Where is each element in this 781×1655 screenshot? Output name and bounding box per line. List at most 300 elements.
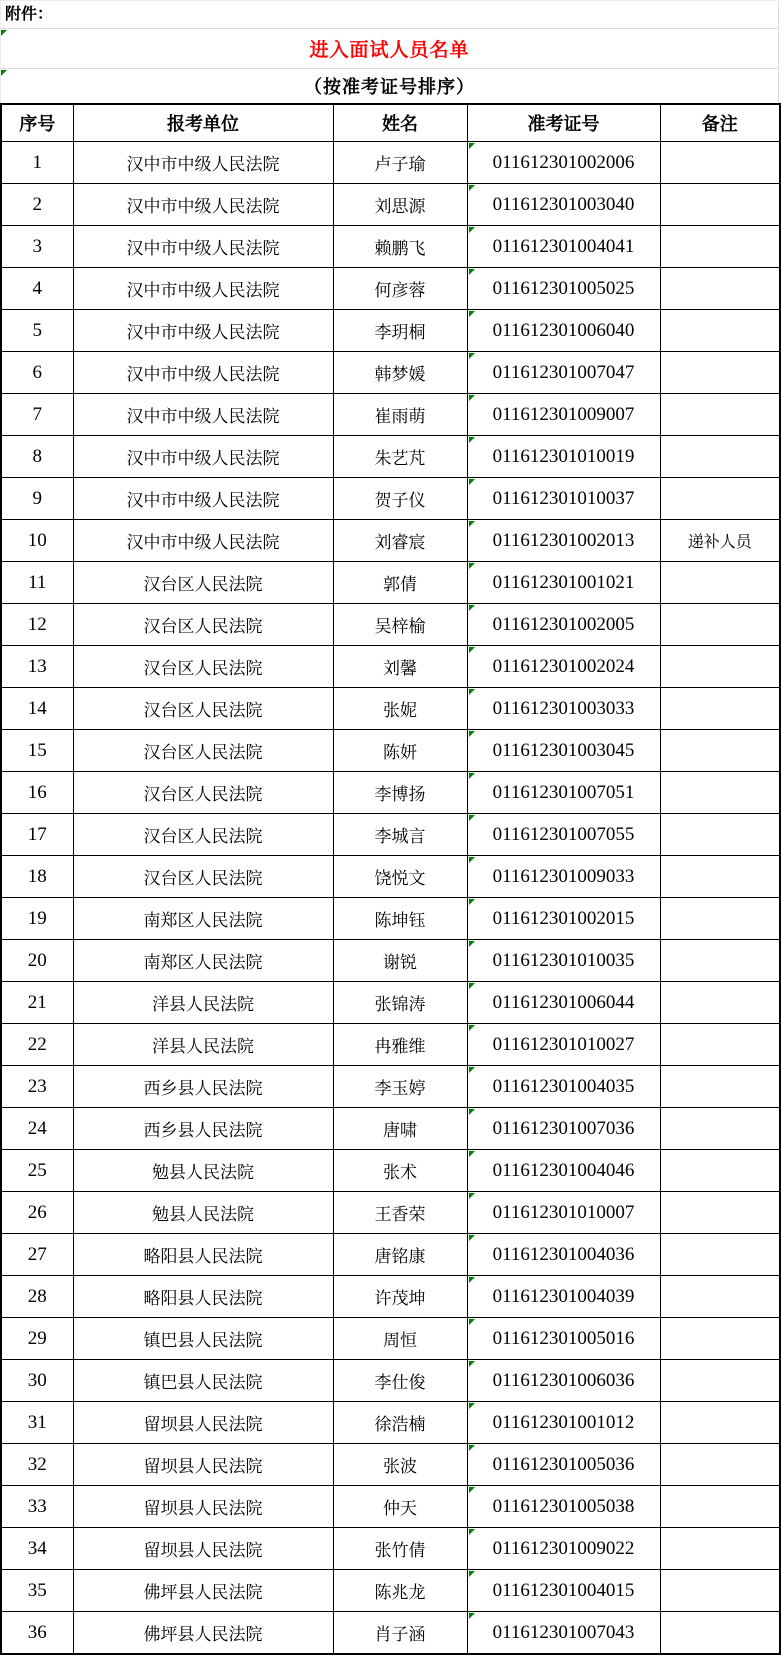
number-as-text-flag-icon	[469, 1025, 475, 1031]
ticket-number: 011612301010037	[492, 487, 635, 509]
unit-cell: 留坝县人民法院	[73, 1486, 333, 1528]
note-cell	[660, 646, 780, 688]
number-as-text-flag-icon	[469, 395, 475, 401]
ticket-cell	[467, 1318, 660, 1360]
table-row	[1, 1192, 780, 1234]
note-cell	[660, 478, 780, 520]
table-row	[1, 940, 780, 982]
serial-cell: 6	[1, 352, 73, 394]
serial-cell: 28	[1, 1276, 73, 1318]
table-row	[1, 436, 780, 478]
table-row	[1, 1612, 780, 1655]
number-as-text-flag-icon	[469, 1403, 475, 1409]
table-row	[1, 898, 780, 940]
name-cell: 张妮	[333, 688, 467, 730]
ticket-number: 011612301009022	[492, 1537, 635, 1559]
serial-cell: 27	[1, 1234, 73, 1276]
note-cell	[660, 688, 780, 730]
note-cell	[660, 1150, 780, 1192]
ticket-cell	[467, 1360, 660, 1402]
number-as-text-flag-icon	[469, 605, 475, 611]
unit-cell: 镇巴县人民法院	[73, 1360, 333, 1402]
document-header	[0, 0, 779, 103]
number-as-text-flag-icon	[469, 353, 475, 359]
number-as-text-flag-icon	[469, 815, 475, 821]
document-title: 进入面试人员名单	[309, 40, 470, 61]
name-cell: 唐啸	[333, 1108, 467, 1150]
ticket-number: 011612301007051	[492, 781, 635, 803]
table-row	[1, 982, 780, 1024]
table-row	[1, 1318, 780, 1360]
unit-cell: 留坝县人民法院	[73, 1402, 333, 1444]
number-as-text-flag-icon	[469, 1529, 475, 1535]
subtitle-row	[0, 69, 779, 103]
name-cell: 张竹倩	[333, 1528, 467, 1570]
table-row	[1, 1024, 780, 1066]
unit-cell: 汉台区人民法院	[73, 646, 333, 688]
table-row	[1, 604, 780, 646]
ticket-number: 011612301003045	[492, 739, 635, 761]
unit-cell: 勉县人民法院	[73, 1192, 333, 1234]
ticket-number: 011612301006040	[492, 319, 635, 341]
serial-cell: 23	[1, 1066, 73, 1108]
note-cell	[660, 982, 780, 1024]
ticket-cell	[467, 1066, 660, 1108]
table-row	[1, 772, 780, 814]
serial-cell: 26	[1, 1192, 73, 1234]
serial-cell: 35	[1, 1570, 73, 1612]
number-as-text-flag-icon	[469, 1109, 475, 1115]
ticket-number: 011612301005038	[492, 1495, 635, 1517]
ticket-number: 011612301002013	[492, 529, 635, 551]
table-row	[1, 856, 780, 898]
ticket-cell	[467, 604, 660, 646]
note-cell	[660, 1108, 780, 1150]
ticket-number: 011612301003040	[492, 193, 635, 215]
unit-cell: 略阳县人民法院	[73, 1234, 333, 1276]
ticket-number: 011612301004035	[492, 1075, 635, 1097]
note-cell	[660, 1234, 780, 1276]
unit-cell: 留坝县人民法院	[73, 1528, 333, 1570]
table-row	[1, 562, 780, 604]
cell-comment-flag-icon	[1, 30, 7, 36]
column-header-name: 姓名	[333, 104, 467, 142]
ticket-cell	[467, 1570, 660, 1612]
table-row	[1, 142, 780, 184]
serial-cell: 1	[1, 142, 73, 184]
name-cell: 韩梦媛	[333, 352, 467, 394]
ticket-number: 011612301002024	[492, 655, 635, 677]
name-cell: 谢锐	[333, 940, 467, 982]
table-row	[1, 1444, 780, 1486]
note-cell	[660, 1528, 780, 1570]
serial-cell: 14	[1, 688, 73, 730]
number-as-text-flag-icon	[469, 269, 475, 275]
number-as-text-flag-icon	[469, 1235, 475, 1241]
serial-cell: 22	[1, 1024, 73, 1066]
ticket-number: 011612301010035	[492, 949, 635, 971]
ticket-cell	[467, 226, 660, 268]
unit-cell: 佛坪县人民法院	[73, 1612, 333, 1655]
ticket-cell	[467, 1024, 660, 1066]
serial-cell: 20	[1, 940, 73, 982]
note-cell	[660, 394, 780, 436]
ticket-number: 011612301007047	[492, 361, 635, 383]
note-cell	[660, 1276, 780, 1318]
name-cell: 卢子瑜	[333, 142, 467, 184]
number-as-text-flag-icon	[469, 1445, 475, 1451]
name-cell: 郭倩	[333, 562, 467, 604]
ticket-cell	[467, 856, 660, 898]
ticket-cell	[467, 352, 660, 394]
name-cell: 饶悦文	[333, 856, 467, 898]
unit-cell: 洋县人民法院	[73, 982, 333, 1024]
ticket-number: 011612301010019	[492, 445, 635, 467]
note-cell	[660, 1612, 780, 1655]
unit-cell: 汉台区人民法院	[73, 772, 333, 814]
number-as-text-flag-icon	[469, 1571, 475, 1577]
number-as-text-flag-icon	[469, 1361, 475, 1367]
unit-cell: 洋县人民法院	[73, 1024, 333, 1066]
ticket-number: 011612301005025	[492, 277, 635, 299]
ticket-cell	[467, 310, 660, 352]
ticket-cell	[467, 1192, 660, 1234]
unit-cell: 汉中市中级人民法院	[73, 352, 333, 394]
ticket-number: 011612301004036	[492, 1243, 635, 1265]
serial-cell: 33	[1, 1486, 73, 1528]
serial-cell: 9	[1, 478, 73, 520]
note-cell	[660, 1570, 780, 1612]
table-row	[1, 1108, 780, 1150]
table-row	[1, 646, 780, 688]
number-as-text-flag-icon	[469, 311, 475, 317]
serial-cell: 34	[1, 1528, 73, 1570]
number-as-text-flag-icon	[469, 521, 475, 527]
note-cell	[660, 226, 780, 268]
name-cell: 肖子涵	[333, 1612, 467, 1655]
unit-cell: 汉中市中级人民法院	[73, 142, 333, 184]
note-cell	[660, 184, 780, 226]
name-cell: 李城言	[333, 814, 467, 856]
ticket-number: 011612301002005	[492, 613, 635, 635]
unit-cell: 西乡县人民法院	[73, 1108, 333, 1150]
number-as-text-flag-icon	[469, 731, 475, 737]
serial-cell: 12	[1, 604, 73, 646]
name-cell: 李仕俊	[333, 1360, 467, 1402]
table-row	[1, 268, 780, 310]
ticket-cell	[467, 142, 660, 184]
unit-cell: 镇巴县人民法院	[73, 1318, 333, 1360]
ticket-cell	[467, 1108, 660, 1150]
number-as-text-flag-icon	[469, 437, 475, 443]
number-as-text-flag-icon	[469, 689, 475, 695]
unit-cell: 汉台区人民法院	[73, 688, 333, 730]
name-cell: 王香荣	[333, 1192, 467, 1234]
ticket-cell	[467, 646, 660, 688]
serial-cell: 25	[1, 1150, 73, 1192]
serial-cell: 17	[1, 814, 73, 856]
note-cell	[660, 1486, 780, 1528]
note-cell	[660, 352, 780, 394]
unit-cell: 汉台区人民法院	[73, 730, 333, 772]
table-row	[1, 310, 780, 352]
note-cell	[660, 730, 780, 772]
name-cell: 陈坤钰	[333, 898, 467, 940]
serial-cell: 4	[1, 268, 73, 310]
ticket-cell	[467, 898, 660, 940]
attachment-label: 附件：	[0, 1, 779, 29]
ticket-number: 011612301009007	[492, 403, 635, 425]
column-header-ticket: 准考证号	[467, 104, 660, 142]
serial-cell: 24	[1, 1108, 73, 1150]
serial-cell: 18	[1, 856, 73, 898]
name-cell: 李博扬	[333, 772, 467, 814]
table-row	[1, 1276, 780, 1318]
serial-cell: 16	[1, 772, 73, 814]
number-as-text-flag-icon	[469, 1277, 475, 1283]
note-cell	[660, 436, 780, 478]
name-cell: 徐浩楠	[333, 1402, 467, 1444]
name-cell: 周恒	[333, 1318, 467, 1360]
note-cell	[660, 1192, 780, 1234]
note-cell	[660, 1402, 780, 1444]
table-header-row	[1, 104, 780, 142]
name-cell: 仲天	[333, 1486, 467, 1528]
unit-cell: 汉中市中级人民法院	[73, 436, 333, 478]
ticket-cell	[467, 1444, 660, 1486]
ticket-cell	[467, 1402, 660, 1444]
column-header-unit: 报考单位	[73, 104, 333, 142]
name-cell: 李玉婷	[333, 1066, 467, 1108]
note-cell	[660, 1318, 780, 1360]
unit-cell: 汉台区人民法院	[73, 856, 333, 898]
name-cell: 张波	[333, 1444, 467, 1486]
ticket-cell	[467, 772, 660, 814]
name-cell: 许茂坤	[333, 1276, 467, 1318]
table-row	[1, 520, 780, 562]
ticket-number: 011612301009033	[492, 865, 635, 887]
ticket-number: 011612301010007	[492, 1201, 635, 1223]
serial-cell: 10	[1, 520, 73, 562]
unit-cell: 勉县人民法院	[73, 1150, 333, 1192]
interview-roster-table	[0, 103, 781, 1655]
number-as-text-flag-icon	[469, 647, 475, 653]
number-as-text-flag-icon	[469, 1151, 475, 1157]
ticket-cell	[467, 688, 660, 730]
document-subtitle: （按准考证号排序）	[304, 77, 475, 97]
name-cell: 何彦蓉	[333, 268, 467, 310]
ticket-cell	[467, 184, 660, 226]
ticket-cell	[467, 1150, 660, 1192]
ticket-cell	[467, 940, 660, 982]
serial-cell: 13	[1, 646, 73, 688]
note-cell	[660, 268, 780, 310]
table-row	[1, 688, 780, 730]
ticket-number: 011612301002015	[492, 907, 635, 929]
unit-cell: 汉台区人民法院	[73, 814, 333, 856]
name-cell: 崔雨萌	[333, 394, 467, 436]
name-cell: 吴梓榆	[333, 604, 467, 646]
unit-cell: 汉中市中级人民法院	[73, 268, 333, 310]
note-cell	[660, 1024, 780, 1066]
ticket-number: 011612301005036	[492, 1453, 635, 1475]
unit-cell: 汉中市中级人民法院	[73, 226, 333, 268]
name-cell: 李玥桐	[333, 310, 467, 352]
number-as-text-flag-icon	[469, 227, 475, 233]
serial-cell: 8	[1, 436, 73, 478]
table-row	[1, 184, 780, 226]
ticket-number: 011612301004015	[492, 1579, 635, 1601]
table-row	[1, 394, 780, 436]
number-as-text-flag-icon	[469, 983, 475, 989]
note-cell	[660, 310, 780, 352]
ticket-cell	[467, 730, 660, 772]
unit-cell: 佛坪县人民法院	[73, 1570, 333, 1612]
number-as-text-flag-icon	[469, 1067, 475, 1073]
name-cell: 唐铭康	[333, 1234, 467, 1276]
ticket-number: 011612301006036	[492, 1369, 635, 1391]
ticket-cell	[467, 562, 660, 604]
ticket-cell	[467, 1486, 660, 1528]
ticket-cell	[467, 394, 660, 436]
unit-cell: 汉中市中级人民法院	[73, 520, 333, 562]
ticket-number: 011612301002006	[492, 151, 635, 173]
ticket-number: 011612301006044	[492, 991, 635, 1013]
ticket-cell	[467, 436, 660, 478]
ticket-cell	[467, 520, 660, 562]
name-cell: 张锦涛	[333, 982, 467, 1024]
number-as-text-flag-icon	[469, 1319, 475, 1325]
ticket-number: 011612301004039	[492, 1285, 635, 1307]
number-as-text-flag-icon	[469, 1613, 475, 1619]
table-row	[1, 1234, 780, 1276]
table-row	[1, 814, 780, 856]
serial-cell: 11	[1, 562, 73, 604]
name-cell: 冉雅维	[333, 1024, 467, 1066]
ticket-number: 011612301005016	[492, 1327, 635, 1349]
cell-comment-flag-icon	[1, 70, 7, 76]
note-cell: 递补人员	[660, 520, 780, 562]
ticket-cell	[467, 1612, 660, 1655]
name-cell: 张术	[333, 1150, 467, 1192]
column-header-note: 备注	[660, 104, 780, 142]
number-as-text-flag-icon	[469, 899, 475, 905]
unit-cell: 汉台区人民法院	[73, 562, 333, 604]
serial-cell: 31	[1, 1402, 73, 1444]
note-cell	[660, 856, 780, 898]
note-cell	[660, 1066, 780, 1108]
serial-cell: 15	[1, 730, 73, 772]
unit-cell: 略阳县人民法院	[73, 1276, 333, 1318]
name-cell: 陈兆龙	[333, 1570, 467, 1612]
note-cell	[660, 940, 780, 982]
serial-cell: 36	[1, 1612, 73, 1655]
unit-cell: 留坝县人民法院	[73, 1444, 333, 1486]
ticket-number: 011612301007043	[492, 1621, 635, 1643]
table-row	[1, 1486, 780, 1528]
table-row	[1, 226, 780, 268]
ticket-cell	[467, 1276, 660, 1318]
ticket-cell	[467, 478, 660, 520]
ticket-number: 011612301007055	[492, 823, 635, 845]
table-row	[1, 478, 780, 520]
serial-cell: 21	[1, 982, 73, 1024]
table-row	[1, 1570, 780, 1612]
table-row	[1, 352, 780, 394]
name-cell: 贺子仪	[333, 478, 467, 520]
note-cell	[660, 142, 780, 184]
serial-cell: 32	[1, 1444, 73, 1486]
table-row	[1, 1150, 780, 1192]
table-row	[1, 1402, 780, 1444]
title-row	[0, 29, 779, 69]
serial-cell: 19	[1, 898, 73, 940]
ticket-cell	[467, 1234, 660, 1276]
ticket-cell	[467, 982, 660, 1024]
number-as-text-flag-icon	[469, 185, 475, 191]
ticket-number: 011612301003033	[492, 697, 635, 719]
number-as-text-flag-icon	[469, 773, 475, 779]
name-cell: 陈妍	[333, 730, 467, 772]
note-cell	[660, 814, 780, 856]
number-as-text-flag-icon	[469, 563, 475, 569]
note-cell	[660, 1444, 780, 1486]
number-as-text-flag-icon	[469, 857, 475, 863]
ticket-number: 011612301001021	[492, 571, 635, 593]
unit-cell: 西乡县人民法院	[73, 1066, 333, 1108]
name-cell: 刘思源	[333, 184, 467, 226]
unit-cell: 汉中市中级人民法院	[73, 478, 333, 520]
name-cell: 刘睿宸	[333, 520, 467, 562]
note-cell	[660, 898, 780, 940]
unit-cell: 南郑区人民法院	[73, 940, 333, 982]
note-cell	[660, 604, 780, 646]
unit-cell: 汉中市中级人民法院	[73, 184, 333, 226]
serial-cell: 7	[1, 394, 73, 436]
name-cell: 朱艺芃	[333, 436, 467, 478]
serial-cell: 30	[1, 1360, 73, 1402]
table-row	[1, 1528, 780, 1570]
ticket-cell	[467, 814, 660, 856]
table-row	[1, 1360, 780, 1402]
name-cell: 刘馨	[333, 646, 467, 688]
serial-cell: 5	[1, 310, 73, 352]
note-cell	[660, 562, 780, 604]
unit-cell: 汉中市中级人民法院	[73, 394, 333, 436]
number-as-text-flag-icon	[469, 143, 475, 149]
unit-cell: 汉中市中级人民法院	[73, 310, 333, 352]
note-cell	[660, 1360, 780, 1402]
ticket-number: 011612301001012	[492, 1411, 635, 1433]
ticket-cell	[467, 268, 660, 310]
unit-cell: 南郑区人民法院	[73, 898, 333, 940]
table-row	[1, 730, 780, 772]
table-row	[1, 1066, 780, 1108]
name-cell: 赖鹏飞	[333, 226, 467, 268]
number-as-text-flag-icon	[469, 1487, 475, 1493]
number-as-text-flag-icon	[469, 941, 475, 947]
number-as-text-flag-icon	[469, 1193, 475, 1199]
number-as-text-flag-icon	[469, 479, 475, 485]
serial-cell: 3	[1, 226, 73, 268]
ticket-cell	[467, 1528, 660, 1570]
column-header-serial: 序号	[1, 104, 73, 142]
ticket-number: 011612301007036	[492, 1117, 635, 1139]
unit-cell: 汉台区人民法院	[73, 604, 333, 646]
serial-cell: 29	[1, 1318, 73, 1360]
ticket-number: 011612301010027	[492, 1033, 635, 1055]
serial-cell: 2	[1, 184, 73, 226]
